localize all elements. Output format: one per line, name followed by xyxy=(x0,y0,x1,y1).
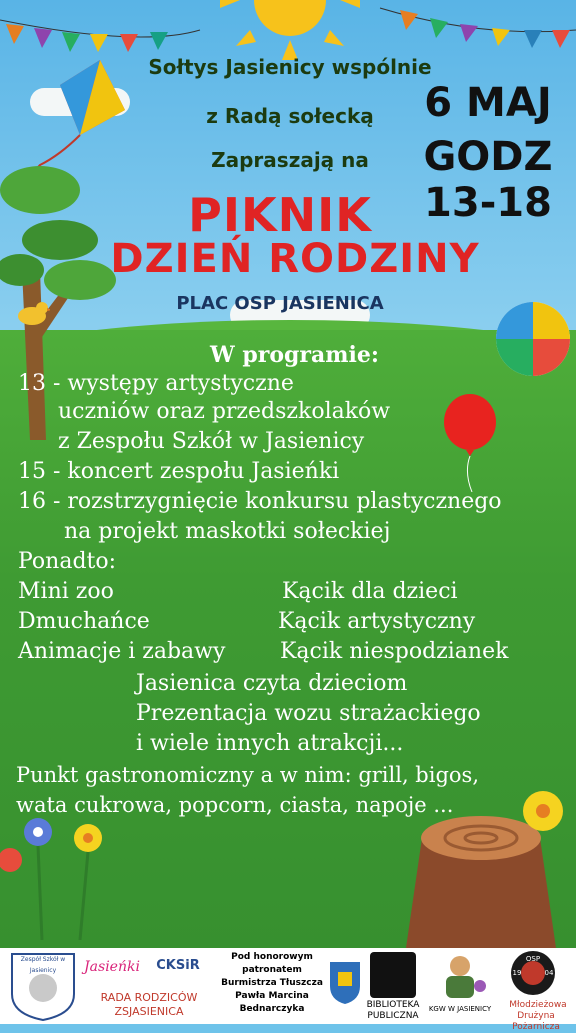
patronage-text: Pawła Marcina xyxy=(235,991,309,1001)
kgw-label: KGW W JASIENICY xyxy=(428,1005,492,1013)
attraction-left: Mini zoo xyxy=(18,579,114,604)
sponsors-footer xyxy=(0,948,576,1032)
program-line: 16 - rozstrzygnięcie konkursu plastycznego xyxy=(18,489,502,514)
attraction-left: Dmuchańce xyxy=(18,609,150,634)
food-line: Punkt gastronomiczny a w nim: grill, bigos, xyxy=(16,763,479,787)
program-heading: W programie: xyxy=(210,342,379,368)
event-hour-label: GODZ xyxy=(423,134,553,180)
bunting-decoration xyxy=(0,0,576,60)
program-line: na projekt maskotki sołeckiej xyxy=(64,519,391,544)
event-date: 6 MAJ xyxy=(424,80,552,126)
header-line-1: Sołtys Jasienicy wspólnie xyxy=(148,55,432,79)
cksir-logo: CKSiR xyxy=(156,958,200,973)
coat-of-arms-icon xyxy=(328,960,362,1004)
school-logo-text: Zespół Szkół w Jasienicy xyxy=(20,956,66,974)
patronage-text: Burmistrza Tłuszcza xyxy=(221,978,323,988)
balloon-icon xyxy=(440,392,500,492)
patronage-text: patronatem xyxy=(242,965,302,975)
patronage-text: Pod honorowym xyxy=(231,952,313,962)
rada-rodzicow-label-2: ZSJASIENICA xyxy=(114,1005,184,1018)
program-line: uczniów oraz przedszkolaków xyxy=(58,399,391,424)
event-place: PLAC OSP JASIENICA xyxy=(176,293,384,314)
program-line: 13 - występy artystyczne xyxy=(18,371,294,396)
program-line: z Zespołu Szkół w Jasienicy xyxy=(58,429,365,454)
title-picnic: PIKNIK xyxy=(188,188,372,242)
title-family-day: DZIEŃ RODZINY xyxy=(110,236,480,282)
flowers-decoration xyxy=(0,810,120,940)
attraction-center: Prezentacja wozu strażackiego xyxy=(136,701,481,726)
event-hours: 13-18 xyxy=(424,180,552,226)
attraction-center: Jasienica czyta dzieciom xyxy=(136,671,408,696)
attraction-right: Kącik artystyczny xyxy=(278,609,476,634)
header-line-2: z Radą sołecką xyxy=(206,104,374,128)
bird-icon xyxy=(14,298,50,328)
library-label-2: PUBLICZNA xyxy=(367,1011,419,1021)
header-line-3: Zapraszają na xyxy=(211,148,369,172)
library-logo xyxy=(370,952,416,998)
beach-ball-icon xyxy=(494,300,572,378)
food-line: wata cukrowa, popcorn, ciasta, napoje ... xyxy=(16,793,454,817)
kgw-logo xyxy=(432,950,488,1000)
attraction-right: Kącik dla dzieci xyxy=(282,579,458,604)
attraction-left: Animacje i zabawy xyxy=(18,639,226,664)
program-line: 15 - koncert zespołu Jasieńki xyxy=(18,459,340,484)
attraction-center: i wiele innych atrakcji... xyxy=(136,731,404,756)
rada-rodzicow-label: RADA RODZICÓW xyxy=(100,991,198,1004)
osp-badge-text: OSP xyxy=(525,955,541,963)
osp-badge-year: 19 xyxy=(512,969,522,977)
attraction-right: Kącik niespodzianek xyxy=(280,639,509,664)
program-line: Ponadto: xyxy=(18,549,117,574)
patronage-text: Bednarczyka xyxy=(239,1004,305,1014)
jasienki-logo: Jasieńki xyxy=(84,959,140,975)
library-label: BIBLIOTEKA xyxy=(366,1000,420,1010)
osp-badge-year: 04 xyxy=(544,969,554,977)
flower-icon xyxy=(518,786,568,836)
osp-label-2: Drużyna Pożarnicza xyxy=(512,1011,560,1032)
osp-label: Młodzieżowa xyxy=(509,1000,567,1010)
